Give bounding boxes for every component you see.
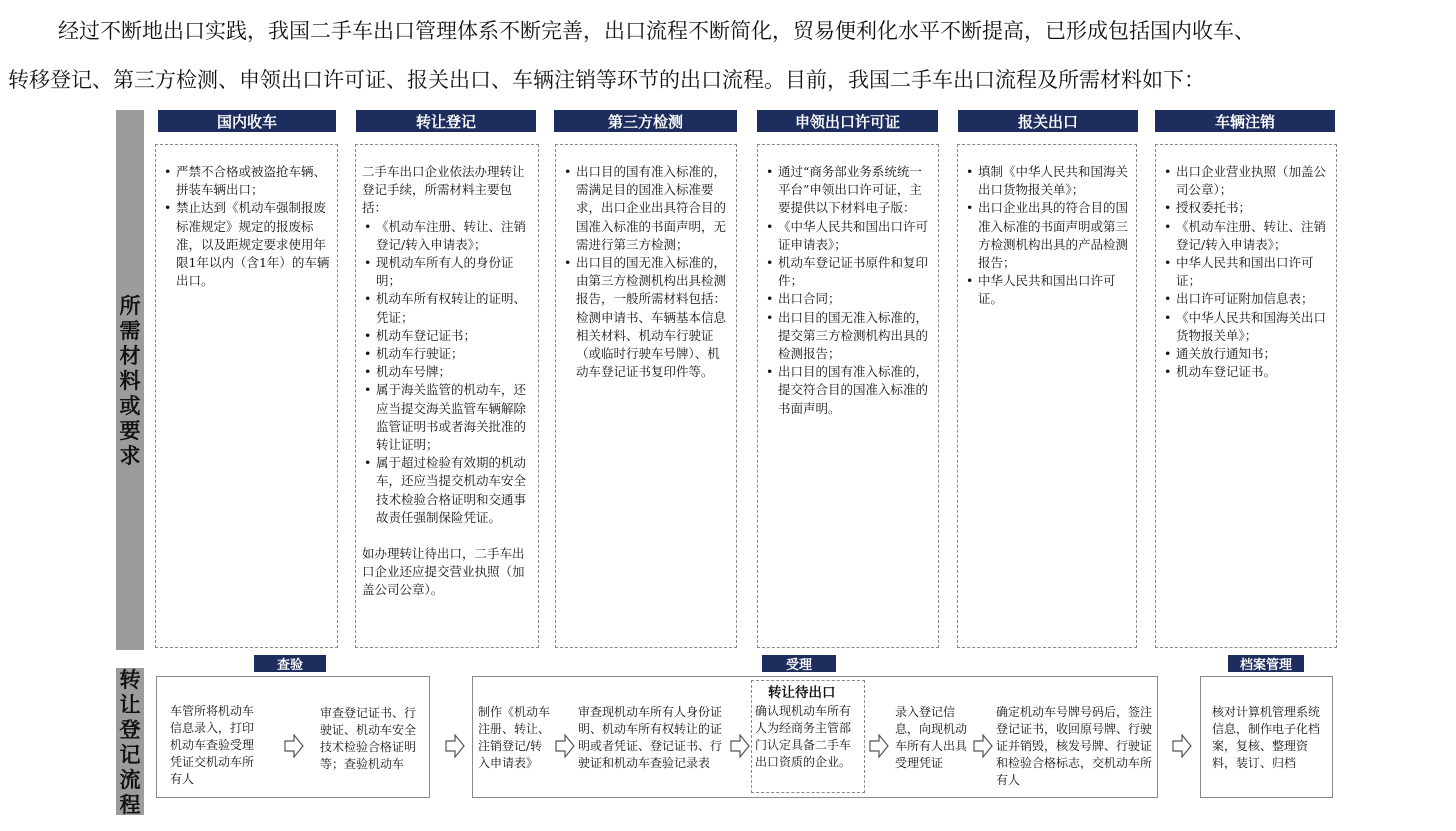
column-header-third-party-testing: 第三方检测 (554, 110, 737, 132)
materials-box-export-license (757, 144, 939, 648)
phase-label-acceptance: 受理 (762, 655, 836, 672)
list-item: • 中华人民共和国出口许可证； (1162, 254, 1330, 290)
column-header-transfer-registration: 转让登记 (356, 110, 536, 132)
flow-step: 制作《机动车注册、转让、注销登记/转入申请表》 (478, 705, 551, 770)
list-item: • 《中华人民共和国海关出口货物报关单》； (1162, 309, 1330, 345)
list-item: • 出口目的国有准入标准的，提交符合目的国准入标准的书面声明。 (764, 363, 932, 418)
phase-label-inspection: 查验 (254, 655, 326, 672)
materials-box-third-party-testing (555, 144, 737, 648)
materials-box-customs-export (957, 144, 1137, 648)
right-arrow-icon (1172, 734, 1192, 758)
flow-transfer-export-title: 转让待出口 (768, 685, 836, 701)
list-item: • 《机动车注册、转让、注销登记/转入申请表》； (362, 218, 532, 254)
right-arrow-icon (445, 734, 465, 758)
box-intro: 二手车出口企业依法办理转让登记手续，所需材料主要包括： (362, 164, 525, 216)
list-item: • 机动车登记证书原件和复印件； (764, 254, 932, 290)
list-item: • 出口企业出具的符合目的国准入标准的书面声明或第三方检测机构出具的产品检测报告； (964, 199, 1130, 272)
column-header-customs-export: 报关出口 (958, 110, 1138, 132)
list-item: • 机动车号牌； (362, 363, 532, 381)
intro-line-2: 转移登记、第三方检测、申领出口许可证、报关出口、车辆注销等环节的出口流程。目前，我国二手车出口流程及所需材料如下： (8, 68, 1205, 92)
flow-step: 确定机动车号牌号码后，签注登记证书，收回原号牌、行驶证并销毁，核发号牌、行驶证和检验合格标志，交机动车所有人 (996, 705, 1153, 787)
right-arrow-icon (973, 734, 993, 758)
list-item: • 出口目的国无准入标准的，由第三方检测机构出具检测报告，一般所需材料包括：检测申请书、车辆基本信息相关材料、机动车行驶证（或临时行驶车号牌）、机动车登记证书复印件等。 (562, 254, 730, 381)
list-item: • 机动车所有权转让的证明、凭证； (362, 290, 532, 326)
flow-step: 审查现机动车所有人身份证明、机动车所有权转让的证明或者凭证、登记证书、行驶证和机动车查验记录表 (578, 705, 723, 770)
right-arrow-icon (869, 734, 889, 758)
list-item: • 属于超过检验有效期的机动车，还应当提交机动车安全技术检验合格证明和交通事故责任强制保险凭证。 (362, 454, 532, 527)
list-item: • 《机动车注册、转让、注销登记/转入申请表》； (1162, 218, 1330, 254)
list-item: • 授权委托书； (1162, 199, 1330, 217)
list-item: • 机动车登记证书； (362, 327, 532, 345)
flow-step: 确认现机动车所有人为经商务主管部门认定具备二手车出口资质的企业。 (755, 704, 852, 769)
flow-step: 车管所将机动车信息录入，打印机动车查验受理凭证交机动车所有人 (170, 704, 255, 786)
flow-step: 审查登记证书、行驶证、机动车安全技术检验合格证明等；查验机动车 (320, 706, 417, 771)
list-item: • 中华人民共和国出口许可证。 (964, 272, 1130, 308)
list-item: • 机动车登记证书。 (1162, 363, 1330, 381)
list-item: • 严禁不合格或被盗抢车辆、拼装车辆出口； (162, 163, 331, 199)
list-item: • 机动车行驶证； (362, 345, 532, 363)
list-item: • 通过“商务部业务系统统一平台”申领出口许可证，主要提供以下材料电子版： (764, 163, 932, 218)
phase-label-archive: 档案管理 (1228, 655, 1304, 672)
list-item: • 通关放行通知书； (1162, 345, 1330, 363)
materials-box-domestic-purchase (155, 144, 338, 648)
column-header-export-license: 申领出口许可证 (757, 110, 938, 132)
flow-step: 录入登记信息，向现机动车所有人出具受理凭证 (895, 705, 968, 770)
column-header-domestic-purchase: 国内收车 (158, 110, 336, 132)
list-item: • 出口目的国有准入标准的，需满足目的国准入标准要求，出口企业出具符合目的国准入标准的书面声明，无需进行第三方检测； (562, 163, 730, 254)
right-arrow-icon (284, 734, 304, 758)
intro-line-1: 经过不断地出口实践，我国二手车出口管理体系不断完善，出口流程不断简化，贸易便利化水平不断提高，已形成包括国内收车、 (58, 19, 1255, 43)
list-item: • 现机动车所有人的身份证明； (362, 254, 532, 290)
side-label-transfer-flow: 转让登记流程 (116, 668, 144, 815)
right-arrow-icon (555, 734, 575, 758)
list-item: • 《中华人民共和国出口许可证申请表》； (764, 218, 932, 254)
side-label-materials: 所需材料或要求 (116, 110, 144, 650)
materials-box-vehicle-cancellation (1155, 144, 1337, 648)
list-item: • 属于海关监管的机动车，还应当提交海关监管车辆解除监管证明书或者海关批准的转让证明； (362, 381, 532, 454)
materials-box-transfer-registration (355, 144, 539, 648)
list-item: • 出口许可证附加信息表； (1162, 290, 1330, 308)
column-header-vehicle-cancellation: 车辆注销 (1155, 110, 1335, 132)
list-item: • 禁止达到《机动车强制报废标准规定》规定的报废标准，以及距规定要求使用年限1年以内（含1年）的车辆出口。 (162, 199, 331, 290)
list-item: • 填制《中华人民共和国海关出口货物报关单》； (964, 163, 1130, 199)
list-item: • 出口企业营业执照（加盖公司公章）； (1162, 163, 1330, 199)
list-item: • 出口目的国无准入标准的，提交第三方检测机构出具的检测报告； (764, 309, 932, 364)
flow-step: 核对计算机管理系统信息，制作电子化档案，复核、整理资料，装订、归档 (1212, 705, 1321, 770)
list-item: • 出口合同； (764, 290, 932, 308)
box-note: 如办理转让待出口，二手车出口企业还应提交营业执照（加盖公司公章）。 (362, 546, 525, 598)
right-arrow-icon (730, 734, 750, 758)
